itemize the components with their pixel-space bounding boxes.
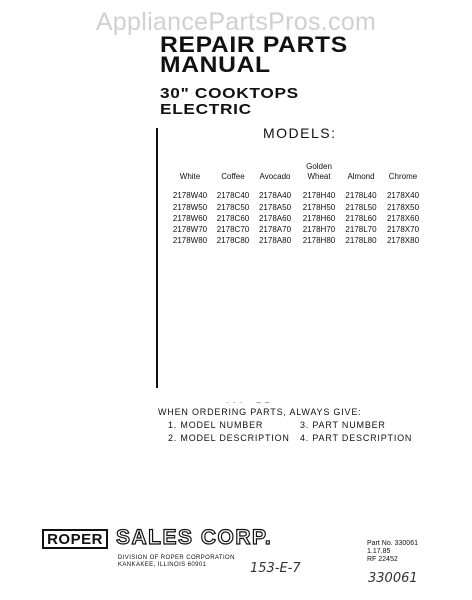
roper-logo-text: ROPER (47, 531, 103, 548)
document-subtitle-line-2: ELECTRIC (160, 101, 252, 118)
ordering-item-part-description: 4. PART DESCRIPTION (300, 433, 413, 443)
model-number-cell: 2178A50 (258, 203, 292, 212)
model-number-cell: 2178W40 (172, 191, 208, 200)
model-number-cell: 2178W60 (172, 214, 208, 223)
model-number-cell: 2178A60 (258, 214, 292, 223)
model-number-cell: 2178X60 (386, 214, 420, 223)
ordering-heading: WHEN ORDERING PARTS, ALWAYS GIVE: (158, 407, 362, 417)
model-number-cell: 2178L60 (345, 214, 377, 223)
model-number-cell: 2178X70 (386, 225, 420, 234)
model-number-cell: 2178W70 (172, 225, 208, 234)
ordering-item-model-number: 1. MODEL NUMBER (168, 420, 264, 430)
handwritten-note-2: 330061 (368, 571, 418, 586)
model-number-cell: 2178H60 (302, 214, 336, 223)
scan-mark: · · · – – (226, 398, 271, 407)
company-name: SALES CORP. (116, 526, 273, 549)
part-number: Part No. 330061 (367, 540, 418, 547)
column-header-avocado: Avocado (259, 172, 291, 181)
document-title-line-1: REPAIR PARTS (160, 32, 348, 57)
model-number-cell: 2178L40 (345, 191, 377, 200)
model-number-cell: 2178X50 (386, 203, 420, 212)
column-header-almond: Almond (347, 172, 375, 181)
ordering-item-model-description: 2. MODEL DESCRIPTION (168, 433, 290, 443)
model-number-cell: 2178X80 (386, 236, 420, 245)
model-number-cell: 2178H50 (302, 203, 336, 212)
model-number-cell: 2178H80 (302, 236, 336, 245)
model-number-cell: 2178H70 (302, 225, 336, 234)
document-title-line-2: MANUAL (160, 52, 271, 77)
ordering-item-part-number: 3. PART NUMBER (300, 420, 386, 430)
model-number-cell: 2178W50 (172, 203, 208, 212)
column-header-white: White (179, 172, 201, 181)
model-number-cell: 2178L70 (345, 225, 377, 234)
column-header-coffee: Coffee (221, 172, 245, 181)
division-line-1: DIVISION OF ROPER CORPORATION (118, 555, 235, 561)
model-number-cell: 2178C80 (216, 236, 250, 245)
model-number-cell: 2178C70 (216, 225, 250, 234)
margin-rule (156, 128, 158, 388)
handwritten-note-1: 153-E-7 (250, 561, 301, 576)
division-line-2: KANKAKEE, ILLINOIS 60901 (118, 562, 207, 568)
column-header-golden-wheat: Golden Wheat (306, 162, 332, 181)
models-label: MODELS: (263, 125, 337, 141)
model-number-cell: 2178C50 (216, 203, 250, 212)
roper-logo (42, 529, 108, 549)
publication-date: 1.17.85 (367, 548, 391, 555)
model-number-cell: 2178A80 (258, 236, 292, 245)
model-number-cell: 2178L80 (345, 236, 377, 245)
column-header-chrome: Chrome (388, 172, 418, 181)
model-number-cell: 2178A40 (258, 191, 292, 200)
model-number-cell: 2178L50 (345, 203, 377, 212)
rf-number: RF 22452 (367, 556, 398, 563)
model-number-cell: 2178H40 (302, 191, 336, 200)
model-number-cell: 2178C60 (216, 214, 250, 223)
document-subtitle-line-1: 30" COOKTOPS (160, 85, 299, 102)
model-number-cell: 2178X40 (386, 191, 420, 200)
watermark-text: AppliancePartsPros.com (95, 8, 377, 36)
model-number-cell: 2178W80 (172, 236, 208, 245)
model-number-cell: 2178A70 (258, 225, 292, 234)
model-number-cell: 2178C40 (216, 191, 250, 200)
